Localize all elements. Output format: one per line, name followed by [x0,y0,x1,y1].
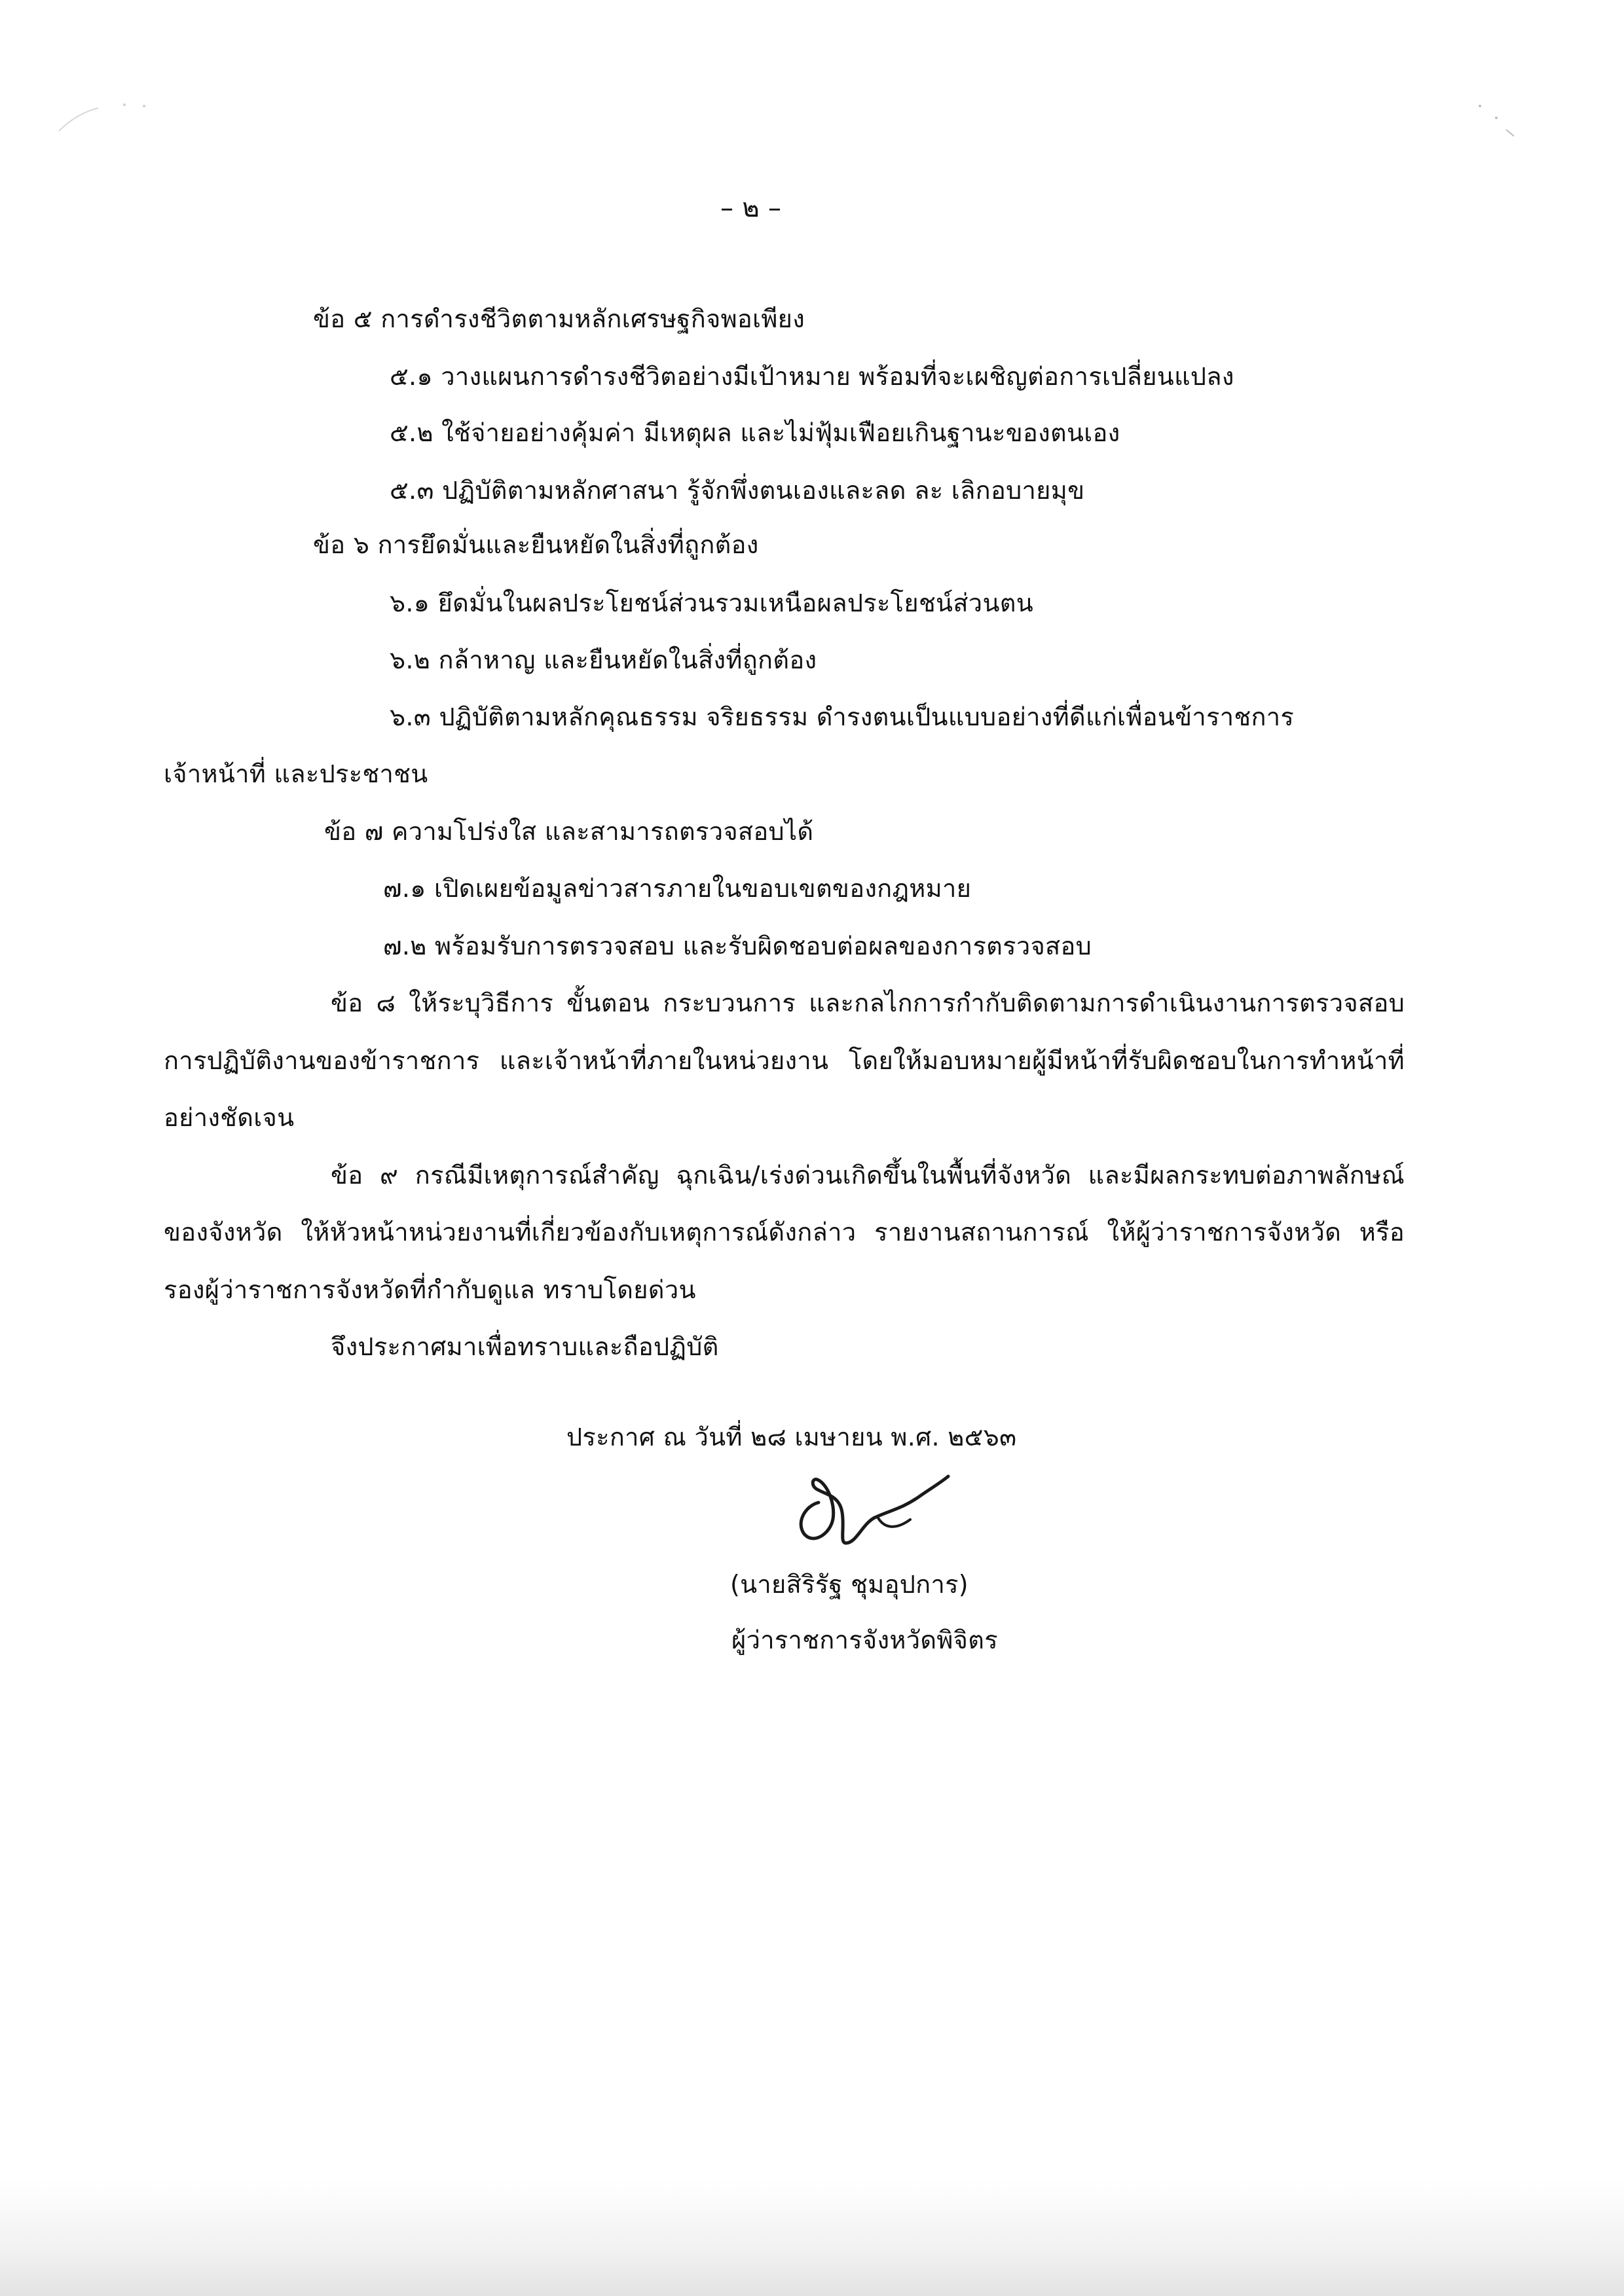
section-5-heading: ข้อ ๕ การดำรงชีวิตตามหลักเศรษฐกิจพอเพียง [313,304,805,333]
section-8-line-2: การปฏิบัติงานของข้าราชการ และเจ้าหน้าที่ภายในหน่วยงาน โดยให้มอบหมายผู้มีหน้าที่รับผิดชอบในการทำหน้าที่ [164,1046,1405,1075]
scan-artifact-left [52,92,157,144]
section-7-heading: ข้อ ๗ ความโปร่งใส และสามารถตรวจสอบได้ [324,817,814,846]
section-6-item-1: ๖.๑ ยึดมั่นในผลประโยชน์ส่วนรวมเหนือผลประโยชน์ส่วนตน [390,589,1033,617]
signatory-title: ผู้ว่าราชการจังหวัดพิจิตร [731,1626,998,1654]
section-7-item-1: ๗.๑ เปิดเผยข้อมูลข่าวสารภายในขอบเขตของกฎหมาย [383,874,972,903]
closing-statement: จึงประกาศมาเพื่อทราบและถือปฏิบัติ [331,1332,719,1361]
page-number: – ๒ – [720,193,782,223]
section-9-line-3: รองผู้ว่าราชการจังหวัดที่กำกับดูแล ทราบโดยด่วน [164,1275,696,1304]
section-5-item-1: ๕.๑ วางแผนการดำรงชีวิตอย่างมีเป้าหมาย พร้อมที่จะเผชิญต่อการเปลี่ยนแปลง [390,362,1234,391]
scan-shadow-bottom [0,2180,1624,2296]
section-6-item-2: ๖.๒ กล้าหาญ และยืนหยัดในสิ่งที่ถูกต้อง [390,646,817,674]
announcement-date: ประกาศ ณ วันที่ ๒๘ เมษายน พ.ศ. ๒๕๖๓ [566,1423,1017,1451]
section-5-item-2: ๕.๒ ใช้จ่ายอย่างคุ้มค่า มีเหตุผล และไม่ฟุ้มเฟือยเกินฐานะของตนเอง [390,418,1120,447]
section-6-item-3-continuation: เจ้าหน้าที่ และประชาชน [164,759,428,788]
section-6-item-3: ๖.๓ ปฏิบัติตามหลักคุณธรรม จริยธรรม ดำรงตนเป็นแบบอย่างที่ดีแก่เพื่อนข้าราชการ [390,702,1295,731]
section-8-line-1: ข้อ ๘ ให้ระบุวิธีการ ขั้นตอน กระบวนการ และกลไกการกำกับติดตามการดำเนินงานการตรวจสอบ [331,989,1405,1017]
section-5-item-3: ๕.๓ ปฏิบัติตามหลักศาสนา รู้จักพึ่งตนเองและลด ละ เลิกอบายมุข [390,476,1085,505]
scan-artifact-right [1467,98,1526,144]
section-9-line-2: ของจังหวัด ให้หัวหน้าหน่วยงานที่เกี่ยวข้องกับเหตุการณ์ดังกล่าว รายงานสถานการณ์ ให้ผู้ว่าราชการจังหวัด หรือ [164,1218,1405,1247]
signatory-name: (นายสิริรัฐ ชุมอุปการ) [730,1570,969,1599]
section-7-item-2: ๗.๒ พร้อมรับการตรวจสอบ และรับผิดชอบต่อผลของการตรวจสอบ [383,932,1092,960]
section-6-heading: ข้อ ๖ การยึดมั่นและยืนหยัดในสิ่งที่ถูกต้อง [313,530,759,559]
section-8-line-3: อย่างชัดเจน [164,1103,295,1132]
section-9-line-1: ข้อ ๙ กรณีมีเหตุการณ์สำคัญ ฉุกเฉิน/เร่งด่วนเกิดขึ้นในพื้นที่จังหวัด และมีผลกระทบต่อภาพลักษณ์ [331,1161,1405,1190]
handwritten-signature [779,1457,963,1555]
